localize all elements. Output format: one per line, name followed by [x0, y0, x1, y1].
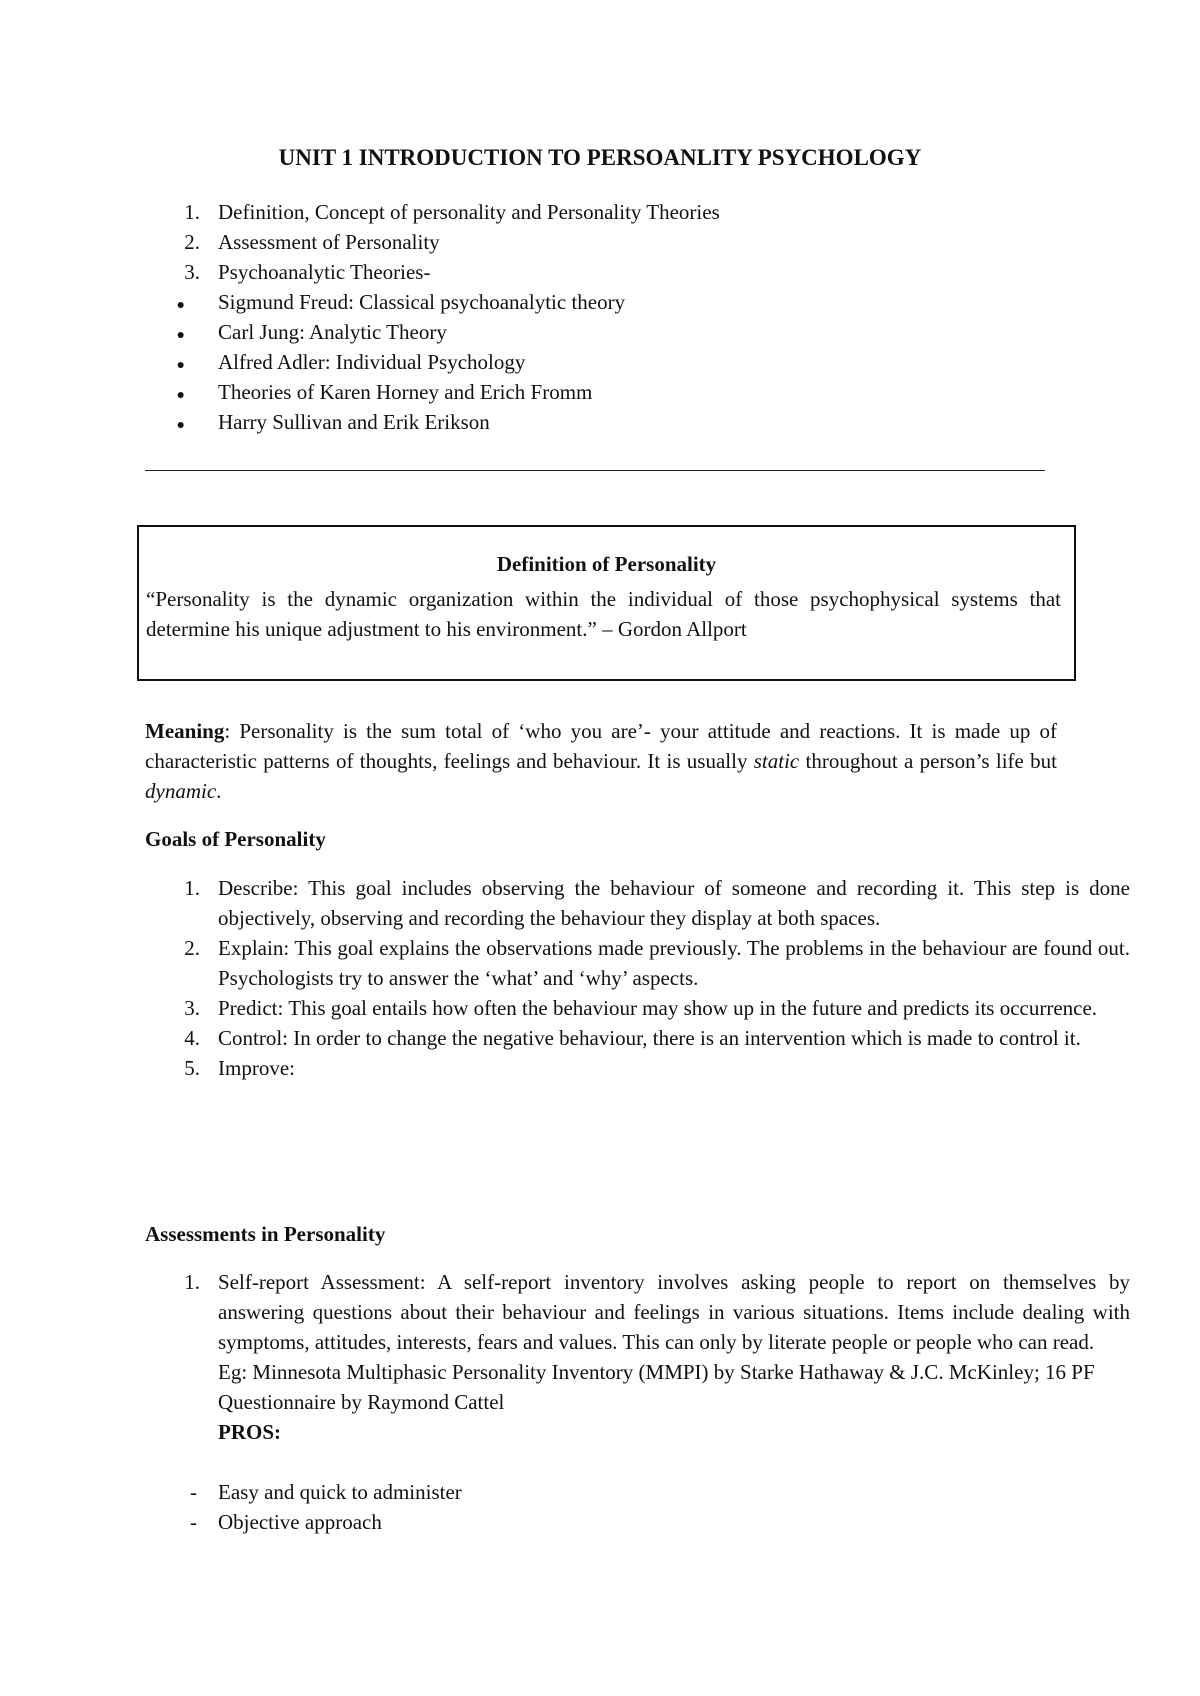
list-item-text: Harry Sullivan and Erik Erikson [218, 410, 490, 434]
list-item [145, 197, 720, 227]
list-item-text: Control: In order to change the negative behaviour, there is an intervention which is made to control it. [218, 1026, 1081, 1050]
list-item-text: Sigmund Freud: Classical psychoanalytic theory [218, 290, 626, 314]
list-item-text: Improve: [218, 1056, 295, 1080]
list-item [145, 317, 720, 347]
list-item [145, 1053, 1130, 1083]
dash-marker: - [190, 1480, 197, 1504]
definition-heading: Definition of Personality [496, 552, 717, 576]
list-marker: 1. [184, 876, 200, 900]
list-item-text: Carl Jung: Analytic Theory [218, 320, 447, 344]
goals-list [145, 873, 1130, 1083]
list-item-text: Theories of Karen Horney and Erich Fromm [218, 380, 593, 404]
bullet-icon: ● [176, 418, 185, 433]
list-marker: 1. [184, 1270, 200, 1294]
list-marker: 4. [184, 1026, 200, 1050]
list-item-text: Psychoanalytic Theories- [218, 260, 431, 284]
list-marker: 3. [184, 260, 200, 284]
list-item [145, 257, 720, 287]
assessments-list [145, 1267, 1130, 1447]
definition-box [137, 525, 1076, 681]
list-item-text: Objective approach [218, 1510, 382, 1534]
goals-heading: Goals of Personality [145, 827, 326, 851]
horizontal-divider [145, 470, 1045, 471]
pros-label: PROS: [218, 1420, 281, 1444]
list-item-text: Explain: This goal explains the observations made previously. The problems in the behaviour are found out. Psychologists try to answer the ‘what’ and ‘why’ aspects. [218, 936, 1130, 990]
list-item [145, 407, 720, 437]
meaning-paragraph: Meaning: Personality is the sum total of ‘who you are’- your attitude and reactions. It is made up of characteristic patterns of thoughts, feelings and behaviour. It is usually static throughout a person’s life but dynamic. [145, 719, 1057, 803]
definition-quote: “Personality is the dynamic organization within the individual of those psychophysical systems that determine his unique adjustment to his environment.” – Gordon Allport [146, 587, 1061, 641]
list-item [145, 1477, 462, 1507]
list-item-text: Alfred Adler: Individual Psychology [218, 350, 526, 374]
list-marker: 2. [184, 230, 200, 254]
list-item-text: Describe: This goal includes observing the behaviour of someone and recording it. This step is done objectively, observing and recording the behaviour they display at both spaces. [218, 876, 1130, 930]
list-item-text: Assessment of Personality [218, 230, 440, 254]
unit-title: UNIT 1 INTRODUCTION TO PERSOANLITY PSYCHOLOGY [278, 145, 922, 170]
pros-list [145, 1477, 462, 1537]
assessments-heading: Assessments in Personality [145, 1222, 386, 1246]
list-marker: 1. [184, 200, 200, 224]
bullet-icon: ● [176, 358, 185, 373]
list-item-text: Easy and quick to administer [218, 1480, 462, 1504]
list-item [145, 933, 1130, 993]
list-item [145, 1267, 1130, 1447]
example-text: Eg: Minnesota Multiphasic Personality Inventory (MMPI) by Starke Hathaway & J.C. McKinley; 16 PF Questionnaire by Raymond Cattel [218, 1360, 1095, 1414]
static-term: static [753, 749, 800, 773]
list-item-text: Self-report Assessment: A self-report inventory involves asking people to report on themselves by answering questions about their behaviour and feelings in various situations. Items include dealing with symptoms, attitudes, interests, fears and values. This can only by literate people or people who can read. [218, 1270, 1130, 1354]
topics-list [145, 197, 720, 437]
list-item [145, 993, 1130, 1023]
list-marker: 2. [184, 936, 200, 960]
bullet-icon: ● [176, 388, 185, 403]
list-item [145, 227, 720, 257]
list-item [145, 1023, 1130, 1053]
list-item-text: Predict: This goal entails how often the behaviour may show up in the future and predicts its occurrence. [218, 996, 1098, 1020]
bullet-icon: ● [176, 298, 185, 313]
list-item-text: Definition, Concept of personality and Personality Theories [218, 200, 720, 224]
dynamic-term: dynamic [145, 779, 217, 803]
dash-marker: - [190, 1510, 197, 1534]
list-marker: 3. [184, 996, 200, 1020]
list-marker: 5. [184, 1056, 200, 1080]
list-item [145, 287, 720, 317]
bullet-icon: ● [176, 328, 185, 343]
list-item [145, 873, 1130, 933]
list-item [145, 377, 720, 407]
meaning-label: Meaning [145, 719, 225, 743]
list-item [145, 347, 720, 377]
list-item [145, 1507, 462, 1537]
